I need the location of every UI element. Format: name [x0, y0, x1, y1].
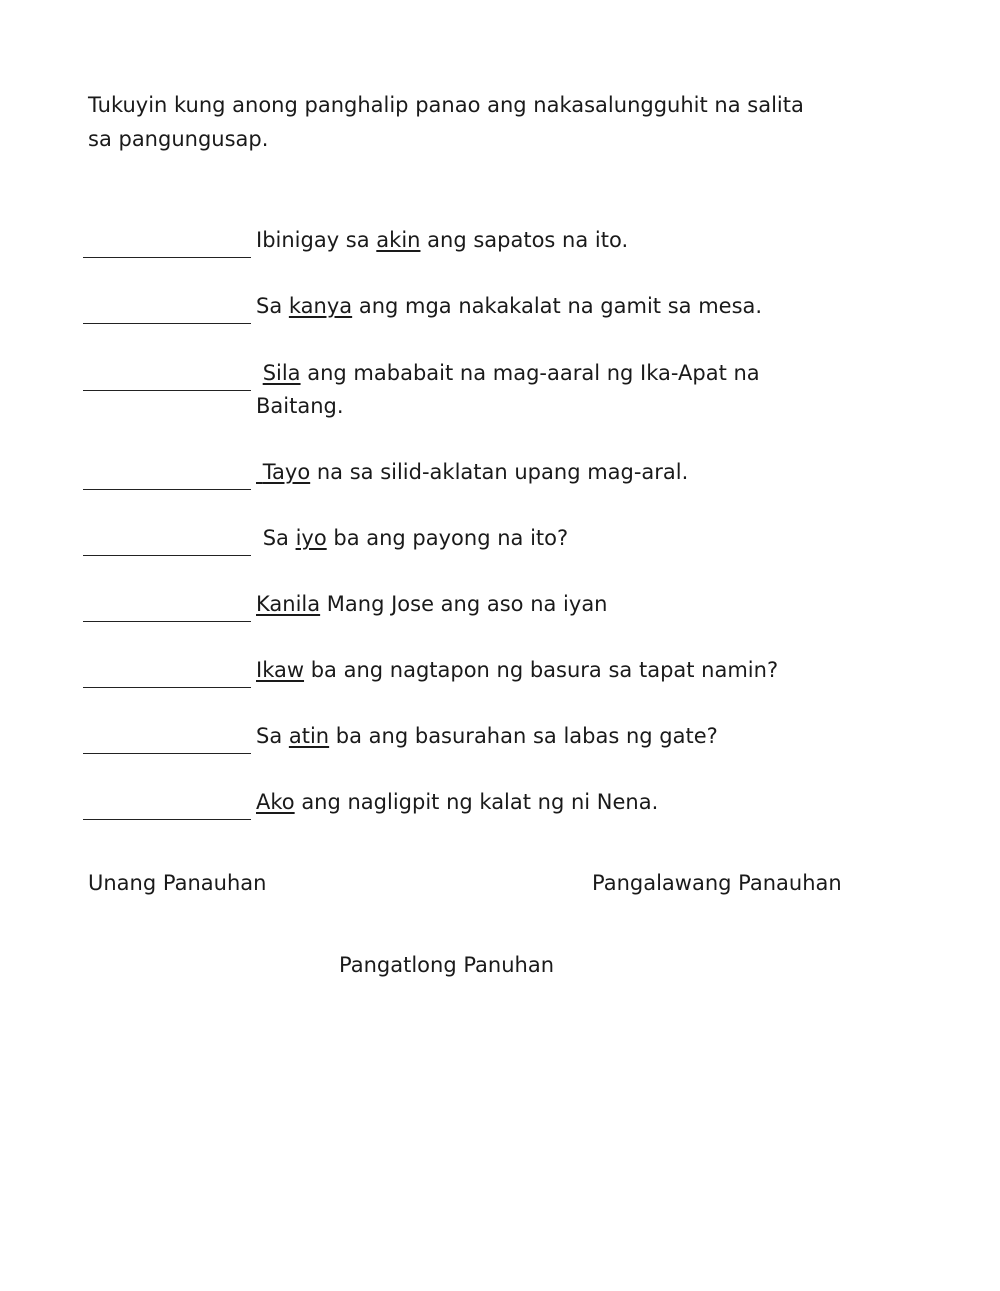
- underlined-pronoun-2: kanya: [288, 294, 353, 318]
- sentence-7: [256, 654, 816, 687]
- sentence-5: [256, 522, 816, 555]
- sentence-8-lead: Sa: [256, 724, 289, 748]
- underlined-pronoun-5: iyo: [295, 526, 327, 550]
- choice-pangalawang-panauhan: Pangalawang Panauhan: [592, 871, 842, 895]
- sentence-4-rest: na sa silid-aklatan upang mag-aral.: [310, 460, 689, 484]
- instructions-line-1: Tukuyin kung anong panghalip panao ang nakasalungguhit na salita: [88, 93, 804, 117]
- answer-blank-4[interactable]: [83, 489, 251, 490]
- answer-blank-9[interactable]: [83, 819, 251, 820]
- instructions-line-2: sa pangungusap.: [88, 127, 269, 151]
- sentence-4-lead: [256, 460, 263, 484]
- sentence-3-rest: ang mababait na mag-aaral ng Ika-Apat na Baitang.: [256, 361, 767, 418]
- sentence-7-rest: ba ang nagtapon ng basura sa tapat namin?: [304, 658, 779, 682]
- sentence-5-rest: ba ang payong na ito?: [326, 526, 569, 550]
- answer-blank-7[interactable]: [83, 687, 251, 688]
- answer-blank-8[interactable]: [83, 753, 251, 754]
- underlined-pronoun-7: Ikaw: [256, 658, 305, 682]
- choice-pangatlong-panuhan: Pangatlong Panuhan: [339, 953, 555, 977]
- underlined-pronoun-8: atin: [288, 724, 330, 748]
- underlined-pronoun-3: Sila: [262, 361, 301, 385]
- choice-unang-panauhan: Unang Panauhan: [88, 871, 267, 895]
- sentence-8: [256, 720, 816, 753]
- sentence-9-rest: ang nagligpit ng kalat ng ni Nena.: [294, 790, 659, 814]
- sentence-2-rest: ang mga nakakalat na gamit sa mesa.: [352, 294, 763, 318]
- sentence-6-rest: Mang Jose ang aso na iyan: [320, 592, 608, 616]
- sentence-2-lead: Sa: [256, 294, 289, 318]
- answer-blank-6[interactable]: [83, 621, 251, 622]
- sentence-4: [256, 456, 816, 489]
- sentence-8-rest: ba ang basurahan sa labas ng gate?: [329, 724, 718, 748]
- sentence-3-lead: [256, 361, 263, 385]
- underlined-pronoun-4: Tayo: [262, 460, 311, 484]
- sentence-3: [256, 357, 776, 423]
- sentence-2: [256, 290, 816, 323]
- sentence-1: [256, 224, 816, 257]
- answer-blank-3[interactable]: [83, 390, 251, 391]
- underlined-pronoun-9: Ako: [256, 790, 295, 814]
- answer-blank-2[interactable]: [83, 323, 251, 324]
- sentence-5-lead: Sa: [256, 526, 296, 550]
- sentence-1-rest: ang sapatos na ito.: [420, 228, 629, 252]
- answer-blank-1[interactable]: [83, 257, 251, 258]
- underlined-pronoun-1: akin: [376, 228, 421, 252]
- sentence-6: [256, 588, 816, 621]
- sentence-9: [256, 786, 816, 819]
- answer-blank-5[interactable]: [83, 555, 251, 556]
- sentence-1-lead: Ibinigay sa: [256, 228, 377, 252]
- instructions: [88, 88, 808, 156]
- underlined-pronoun-6: Kanila: [256, 592, 321, 616]
